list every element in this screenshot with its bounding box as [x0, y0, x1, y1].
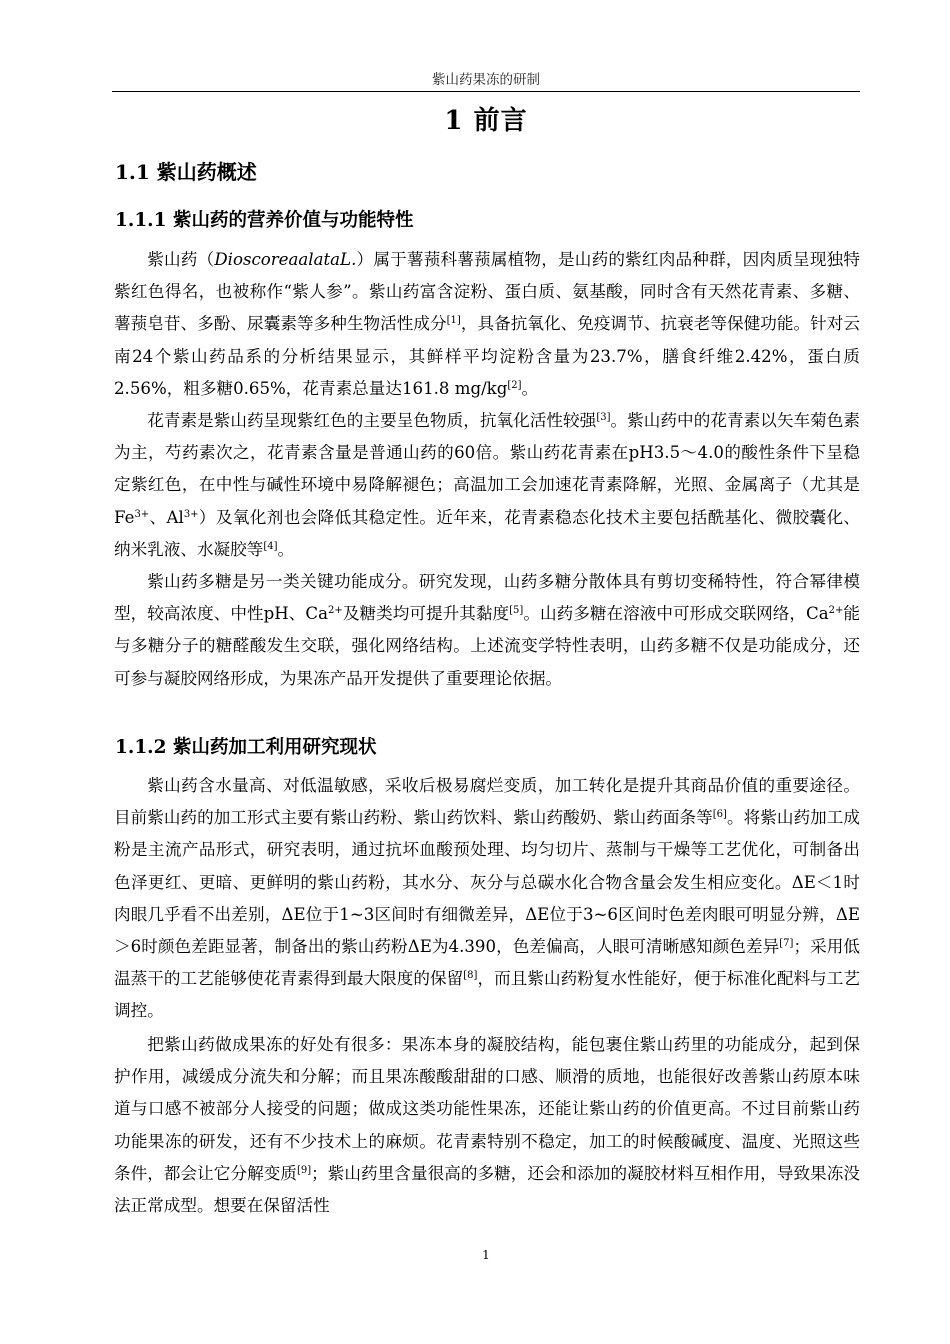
- page-number: 1: [482, 1248, 490, 1262]
- p1-text-c: ，具备抗氧化、免疫调节、抗衰老等保健功能。针对云南24个紫山药品系的分析结果显示，其鲜样平均淀粉含量为23.7%，膳食纤维2.42%，蛋白质2.56%，粗多糖0.65%，花青素总量达161.8 mg/kg: [114, 314, 861, 398]
- citation-ref: [4]: [263, 540, 278, 552]
- citation-ref: [2]: [507, 379, 522, 391]
- paragraph-2: [114, 405, 860, 566]
- citation-ref: [7]: [779, 938, 794, 950]
- p4-text-b: 。将紫山药加工成粉是主流产品形式，研究表明，通过抗坏血酸预处理、均匀切片、蒸制与干燥等工艺优化，可制备出色泽更红、更暗、更鲜明的紫山药粉，其水分、灰分与总碳水化合物含量会发生相应变化。ΔE＜1时肉眼几乎看不出差别，ΔE位于1~3区间时有细微差异，ΔE位于3~6区间时色差肉眼可明显分辨，ΔE＞6时颜色差距显著，制备出的紫山药粉ΔE为4.390，色差偏高，人眼可清晰感知颜色差异: [114, 808, 861, 957]
- p4-text-d: ，而且紫山药粉复水性能好，便于标准化配料与工艺调控。: [114, 969, 860, 1021]
- p2-text-b: 。紫山药中的花青素以矢车菊色素为主，芍药素次之，花青素含量是普通山药的60倍。紫山药花青素在pH3.5～4.0的酸性条件下呈稳定紫红色，在中性与碱性环境中易降解褪色；高温加工会加速花青素降解，光照、金属离子（尤其是Fe: [114, 411, 860, 527]
- species-name: DioscoreaalataL.: [214, 250, 357, 269]
- p3-text-c: 。山药多糖在溶液中可形成交联网络，Ca: [523, 604, 829, 624]
- paragraph-3: [114, 566, 860, 695]
- running-header: 紫山药果冻的研制: [432, 72, 540, 88]
- p2-text-c: 、Al: [149, 507, 184, 527]
- p5-text-a: 把紫山药做成果冻的好处有很多：果冻本身的凝胶结构，能包裹住紫山药里的功能成分，起到保护作用，减缓成分流失和分解；而且果冻酸酸甜甜的口感、顺滑的质地，也能很好改善紫山药原本味道与口感不被部分人接受的问题；做成这类功能性果冻，还能让紫山药的价值更高。不过目前紫山药功能果冻的研发，还有不少技术上的麻烦。花青素特别不稳定，加工的时候酸碱度、温度、光照这些条件，都会让它分解变质: [114, 1035, 860, 1183]
- header-rule: [112, 91, 860, 92]
- paragraph-5: [114, 1029, 860, 1222]
- p1-text-b: ）属于薯蓣科薯蓣属植物，是山药的紫红肉品种群，因肉质呈现独特紫红色得名，也被称作“紫人参”。紫山药富含淀粉、蛋白质、氨基酸，同时含有天然花青素、多糖、薯蓣皂苷、多酚、尿囊素等多种生物活性成分: [114, 250, 861, 334]
- p1-text-a: 紫山药（: [147, 250, 215, 269]
- p2-text-a: 花青素是紫山药呈现紫红色的主要呈色物质，抗氧化活性较强: [147, 411, 597, 430]
- subsection-heading-1: 1.1.1 紫山药的营养价值与功能特性: [115, 210, 414, 231]
- subsection-heading-2: 1.1.2 紫山药加工利用研究现状: [115, 737, 377, 758]
- citation-ref: [6]: [712, 809, 727, 821]
- citation-ref: [1]: [446, 315, 461, 327]
- p3-text-d: 能与多糖分子的糖醛酸发生交联，强化网络结构。上述流变学特性表明，山药多糖不仅是功能成分，还可参与凝胶网络形成，为果冻产品开发提供了重要理论依据。: [114, 604, 861, 688]
- p5-text-b: ；紫山药里含量很高的多糖，还会和添加的凝胶材料互相作用，导致果冻没法正常成型。想要在保留活性: [114, 1163, 860, 1216]
- p1-text-d: 。: [521, 378, 539, 398]
- paragraph-1: [114, 244, 860, 405]
- citation-ref: [5]: [509, 605, 524, 617]
- p2-text-e: 。: [277, 539, 295, 559]
- p4-text-c: ；采用低温蒸干的工艺能够使花青素得到最大限度的保留: [114, 937, 860, 989]
- chapter-title: 1 前言: [444, 106, 528, 136]
- p3-text-a: 紫山药多糖是另一类关键功能成分。研究发现，山药多糖分散体具有剪切变稀特性，符合幂律模型，较高浓度、中性pH、Ca: [114, 572, 860, 624]
- p2-text-d: ）及氧化剂也会降低其稳定性。近年来，花青素稳态化技术主要包括酰基化、微胶囊化、纳米乳液、水凝胶等: [114, 507, 860, 559]
- citation-ref: [9]: [296, 1164, 312, 1176]
- ion-charge: 3+: [183, 508, 199, 520]
- section-heading: 1.1 紫山药概述: [115, 160, 257, 184]
- paragraph-4: [114, 770, 860, 1028]
- p3-text-b: 及糖类均可提升其黏度: [342, 604, 510, 624]
- ion-charge: 3+: [134, 508, 150, 520]
- ion-charge: 2+: [328, 605, 343, 617]
- p4-text-a: 紫山药含水量高、对低温敏感，采收后极易腐烂变质，加工转化是提升其商品价值的重要途径。目前紫山药的加工形式主要有紫山药粉、紫山药饮料、紫山药酸奶、紫山药面条等: [114, 776, 860, 828]
- citation-ref: [3]: [596, 412, 611, 423]
- ion-charge: 2+: [828, 605, 844, 617]
- citation-ref: [8]: [463, 970, 478, 982]
